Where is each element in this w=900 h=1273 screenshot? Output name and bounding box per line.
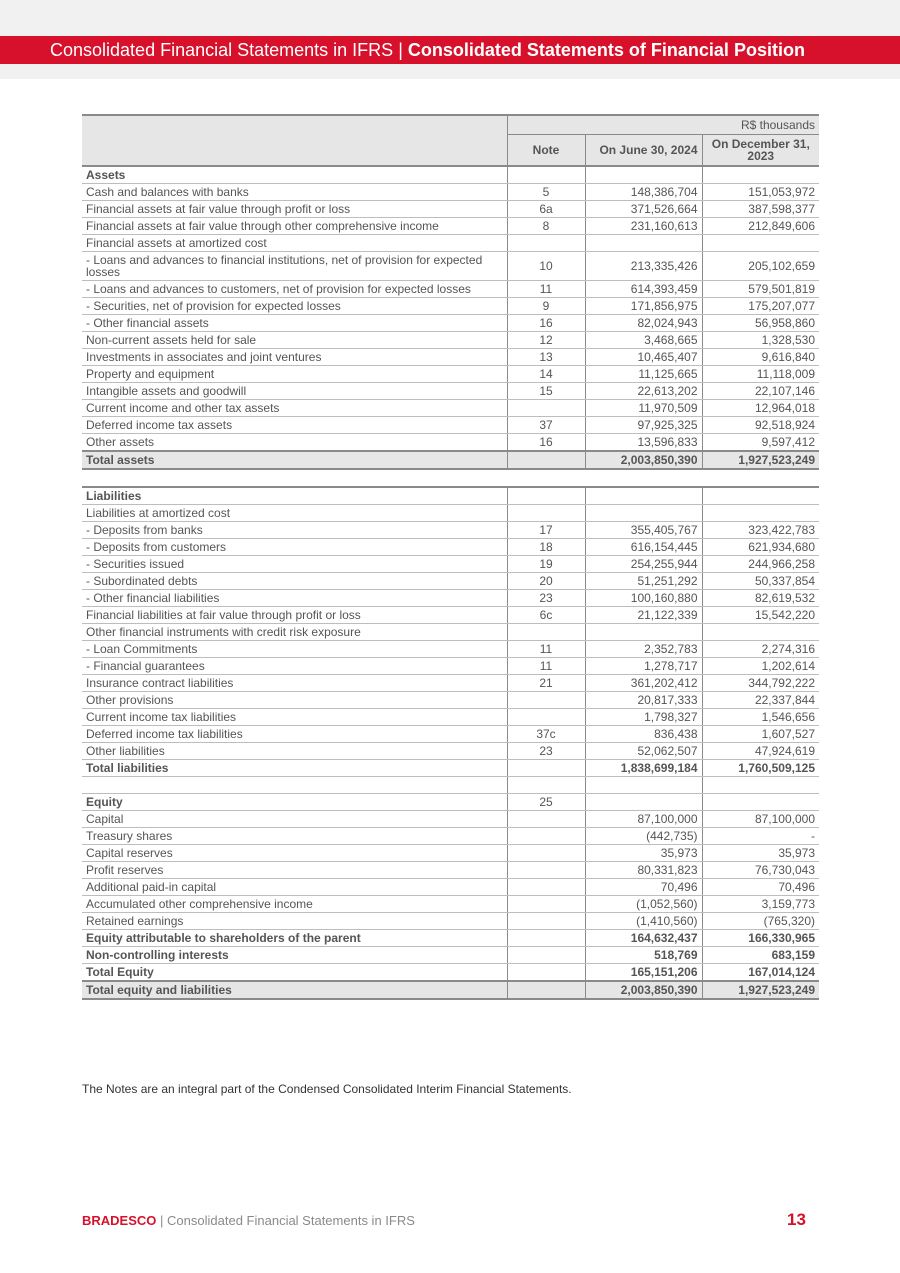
row-label: Total liabilities bbox=[82, 760, 507, 777]
financial-position-table bbox=[82, 114, 819, 1000]
row-note: 15 bbox=[507, 383, 585, 400]
row-value-june-2024: 148,386,704 bbox=[585, 184, 702, 201]
row-value-june-2024: 361,202,412 bbox=[585, 675, 702, 692]
row-value-june-2024: 2,003,850,390 bbox=[585, 981, 702, 999]
row-note bbox=[507, 981, 585, 999]
row-value-june-2024: 80,331,823 bbox=[585, 862, 702, 879]
table-row bbox=[82, 366, 819, 383]
row-note bbox=[507, 760, 585, 777]
total-liabilities-row bbox=[82, 760, 819, 777]
table-row bbox=[82, 845, 819, 862]
top-margin bbox=[0, 0, 900, 36]
row-value-june-2024: 164,632,437 bbox=[585, 930, 702, 947]
row-value-december-2023: 212,849,606 bbox=[702, 218, 819, 235]
row-value-december-2023 bbox=[702, 505, 819, 522]
header-separator: | bbox=[398, 40, 403, 60]
row-value-december-2023: 9,616,840 bbox=[702, 349, 819, 366]
table-row bbox=[82, 281, 819, 298]
section-spacer bbox=[82, 469, 819, 487]
row-value-june-2024: 171,856,975 bbox=[585, 298, 702, 315]
row-value-june-2024: 371,526,664 bbox=[585, 201, 702, 218]
row-value-december-2023: 175,207,077 bbox=[702, 298, 819, 315]
row-value-june-2024: (1,410,560) bbox=[585, 913, 702, 930]
column-header-note: Note bbox=[507, 135, 585, 167]
row-value-june-2024: 254,255,944 bbox=[585, 556, 702, 573]
row-note bbox=[507, 862, 585, 879]
row-note: 16 bbox=[507, 434, 585, 452]
row-value-december-2023: 22,107,146 bbox=[702, 383, 819, 400]
row-label: Other assets bbox=[82, 434, 507, 452]
row-value-june-2024: (1,052,560) bbox=[585, 896, 702, 913]
table-row bbox=[82, 573, 819, 590]
row-label: Non-current assets held for sale bbox=[82, 332, 507, 349]
row-note: 6a bbox=[507, 201, 585, 218]
row-value-june-2024: 231,160,613 bbox=[585, 218, 702, 235]
row-value-june-2024: 1,798,327 bbox=[585, 709, 702, 726]
table-row bbox=[82, 434, 819, 452]
table-row bbox=[82, 879, 819, 896]
table-row bbox=[82, 184, 819, 201]
row-note: 23 bbox=[507, 590, 585, 607]
row-value-december-2023: 166,330,965 bbox=[702, 930, 819, 947]
row-note: 11 bbox=[507, 658, 585, 675]
row-label: Financial assets at amortized cost bbox=[82, 235, 507, 252]
row-value-december-2023 bbox=[702, 624, 819, 641]
row-value-december-2023: 323,422,783 bbox=[702, 522, 819, 539]
table-header-row bbox=[82, 135, 819, 167]
row-note: 17 bbox=[507, 522, 585, 539]
row-label: Equity attributable to shareholders of the parent bbox=[82, 930, 507, 947]
table-row bbox=[82, 607, 819, 624]
row-value-june-2024 bbox=[585, 624, 702, 641]
page-number: 13 bbox=[787, 1210, 806, 1229]
table-row bbox=[82, 913, 819, 930]
row-note bbox=[507, 692, 585, 709]
row-label: Other provisions bbox=[82, 692, 507, 709]
table-row bbox=[82, 743, 819, 760]
row-value-december-2023: 205,102,659 bbox=[702, 252, 819, 281]
row-value-june-2024 bbox=[585, 505, 702, 522]
row-value-june-2024: 11,125,665 bbox=[585, 366, 702, 383]
table-row bbox=[82, 252, 819, 281]
row-value-december-2023: 12,964,018 bbox=[702, 400, 819, 417]
row-value-june-2024: 614,393,459 bbox=[585, 281, 702, 298]
table-row bbox=[82, 332, 819, 349]
row-value-june-2024: 21,122,339 bbox=[585, 607, 702, 624]
row-value-december-2023: 35,973 bbox=[702, 845, 819, 862]
row-value-december-2023: 387,598,377 bbox=[702, 201, 819, 218]
row-label: Accumulated other comprehensive income bbox=[82, 896, 507, 913]
row-label: Capital bbox=[82, 811, 507, 828]
row-label: Deferred income tax assets bbox=[82, 417, 507, 434]
row-label: Deferred income tax liabilities bbox=[82, 726, 507, 743]
row-label: Total Equity bbox=[82, 964, 507, 982]
row-value-june-2024: 2,003,850,390 bbox=[585, 451, 702, 469]
row-note: 37c bbox=[507, 726, 585, 743]
row-note bbox=[507, 400, 585, 417]
row-note: 5 bbox=[507, 184, 585, 201]
row-value-june-2024: 355,405,767 bbox=[585, 522, 702, 539]
row-value-june-2024: 97,925,325 bbox=[585, 417, 702, 434]
table-row bbox=[82, 349, 819, 366]
row-label: - Loans and advances to financial institutions, net of provision for expected losses bbox=[82, 252, 507, 281]
row-note bbox=[507, 811, 585, 828]
row-label: Intangible assets and goodwill bbox=[82, 383, 507, 400]
row-value-december-2023: 82,619,532 bbox=[702, 590, 819, 607]
table-row bbox=[82, 811, 819, 828]
row-label: Other financial instruments with credit risk exposure bbox=[82, 624, 507, 641]
row-value-december-2023: 151,053,972 bbox=[702, 184, 819, 201]
header-title: Consolidated Financial Statements in IFRS bbox=[50, 40, 394, 60]
row-value-june-2024: 10,465,407 bbox=[585, 349, 702, 366]
equity-total-row bbox=[82, 964, 819, 982]
table-row bbox=[82, 218, 819, 235]
row-value-june-2024: 11,970,509 bbox=[585, 400, 702, 417]
row-value-june-2024: 518,769 bbox=[585, 947, 702, 964]
row-note bbox=[507, 709, 585, 726]
liabilities-heading-row bbox=[82, 487, 819, 505]
row-label: Current income tax liabilities bbox=[82, 709, 507, 726]
footer-separator: | bbox=[160, 1213, 164, 1228]
row-value-december-2023: 344,792,222 bbox=[702, 675, 819, 692]
row-value-june-2024: 52,062,507 bbox=[585, 743, 702, 760]
row-value-december-2023: 50,337,854 bbox=[702, 573, 819, 590]
section-note: 25 bbox=[507, 794, 585, 811]
row-value-december-2023: 683,159 bbox=[702, 947, 819, 964]
footer-brand: BRADESCO bbox=[82, 1213, 157, 1228]
row-label: Property and equipment bbox=[82, 366, 507, 383]
row-note bbox=[507, 896, 585, 913]
row-label: Cash and balances with banks bbox=[82, 184, 507, 201]
column-header-june-2024: On June 30, 2024 bbox=[585, 135, 702, 167]
header-underband bbox=[0, 64, 900, 79]
row-note: 14 bbox=[507, 366, 585, 383]
row-label: Investments in associates and joint ventures bbox=[82, 349, 507, 366]
footnote: The Notes are an integral part of the Condensed Consolidated Interim Financial Statements. bbox=[82, 1082, 572, 1096]
row-note: 11 bbox=[507, 281, 585, 298]
row-note bbox=[507, 947, 585, 964]
table-row bbox=[82, 315, 819, 332]
row-note: 13 bbox=[507, 349, 585, 366]
row-label: Insurance contract liabilities bbox=[82, 675, 507, 692]
row-note: 19 bbox=[507, 556, 585, 573]
row-label: Retained earnings bbox=[82, 913, 507, 930]
row-note: 10 bbox=[507, 252, 585, 281]
table-row bbox=[82, 692, 819, 709]
row-value-june-2024: 213,335,426 bbox=[585, 252, 702, 281]
table-row bbox=[82, 828, 819, 845]
footer-text: Consolidated Financial Statements in IFRS bbox=[167, 1213, 415, 1228]
row-note: 6c bbox=[507, 607, 585, 624]
row-value-december-2023: 87,100,000 bbox=[702, 811, 819, 828]
row-value-december-2023: 1,927,523,249 bbox=[702, 451, 819, 469]
row-value-june-2024: 165,151,206 bbox=[585, 964, 702, 982]
total-equity-liabilities-row bbox=[82, 981, 819, 999]
row-value-june-2024: 35,973 bbox=[585, 845, 702, 862]
blank-row bbox=[82, 777, 819, 794]
row-label: Profit reserves bbox=[82, 862, 507, 879]
row-note: 18 bbox=[507, 539, 585, 556]
row-value-december-2023: 1,202,614 bbox=[702, 658, 819, 675]
table-row bbox=[82, 383, 819, 400]
row-label: - Securities issued bbox=[82, 556, 507, 573]
row-label: Total assets bbox=[82, 451, 507, 469]
table-row bbox=[82, 522, 819, 539]
row-value-december-2023: 167,014,124 bbox=[702, 964, 819, 982]
row-value-december-2023: - bbox=[702, 828, 819, 845]
row-label: - Financial guarantees bbox=[82, 658, 507, 675]
row-value-june-2024: 1,838,699,184 bbox=[585, 760, 702, 777]
row-note: 23 bbox=[507, 743, 585, 760]
row-note: 20 bbox=[507, 573, 585, 590]
table-row bbox=[82, 658, 819, 675]
table-row bbox=[82, 862, 819, 879]
row-value-december-2023: 2,274,316 bbox=[702, 641, 819, 658]
row-value-june-2024: (442,735) bbox=[585, 828, 702, 845]
total-assets-row bbox=[82, 451, 819, 469]
row-note bbox=[507, 624, 585, 641]
row-value-december-2023: 1,607,527 bbox=[702, 726, 819, 743]
table-row bbox=[82, 726, 819, 743]
table-row bbox=[82, 675, 819, 692]
row-value-december-2023: 1,927,523,249 bbox=[702, 981, 819, 999]
row-label: Liabilities at amortized cost bbox=[82, 505, 507, 522]
header-banner bbox=[0, 36, 900, 64]
row-value-june-2024: 22,613,202 bbox=[585, 383, 702, 400]
row-value-june-2024 bbox=[585, 235, 702, 252]
table-row bbox=[82, 556, 819, 573]
row-label: - Other financial liabilities bbox=[82, 590, 507, 607]
table-row bbox=[82, 896, 819, 913]
table-row bbox=[82, 505, 819, 522]
page-footer bbox=[82, 1213, 415, 1228]
table-row bbox=[82, 298, 819, 315]
table-header-unit-row bbox=[82, 115, 819, 135]
row-value-december-2023 bbox=[702, 235, 819, 252]
row-note bbox=[507, 235, 585, 252]
row-note: 9 bbox=[507, 298, 585, 315]
row-note: 11 bbox=[507, 641, 585, 658]
row-note bbox=[507, 913, 585, 930]
row-value-december-2023: 47,924,619 bbox=[702, 743, 819, 760]
row-label: Total equity and liabilities bbox=[82, 981, 507, 999]
row-value-june-2024: 51,251,292 bbox=[585, 573, 702, 590]
row-label: - Deposits from customers bbox=[82, 539, 507, 556]
row-value-june-2024: 87,100,000 bbox=[585, 811, 702, 828]
row-value-june-2024: 2,352,783 bbox=[585, 641, 702, 658]
row-note bbox=[507, 845, 585, 862]
row-note: 16 bbox=[507, 315, 585, 332]
row-value-december-2023: 56,958,860 bbox=[702, 315, 819, 332]
row-value-june-2024: 70,496 bbox=[585, 879, 702, 896]
row-note bbox=[507, 828, 585, 845]
row-note: 12 bbox=[507, 332, 585, 349]
row-note bbox=[507, 505, 585, 522]
row-value-december-2023: 1,760,509,125 bbox=[702, 760, 819, 777]
row-label: - Deposits from banks bbox=[82, 522, 507, 539]
equity-total-row bbox=[82, 947, 819, 964]
row-note bbox=[507, 930, 585, 947]
table-row bbox=[82, 590, 819, 607]
row-value-december-2023: 11,118,009 bbox=[702, 366, 819, 383]
row-label: Other liabilities bbox=[82, 743, 507, 760]
row-value-december-2023: 244,966,258 bbox=[702, 556, 819, 573]
row-value-december-2023: 22,337,844 bbox=[702, 692, 819, 709]
row-note bbox=[507, 964, 585, 982]
row-value-june-2024: 20,817,333 bbox=[585, 692, 702, 709]
table-row bbox=[82, 417, 819, 434]
table-row bbox=[82, 539, 819, 556]
table-row bbox=[82, 400, 819, 417]
row-label: Financial liabilities at fair value through profit or loss bbox=[82, 607, 507, 624]
table-row bbox=[82, 624, 819, 641]
row-label: - Loan Commitments bbox=[82, 641, 507, 658]
row-value-june-2024: 1,278,717 bbox=[585, 658, 702, 675]
row-label: Additional paid-in capital bbox=[82, 879, 507, 896]
row-note: 37 bbox=[507, 417, 585, 434]
row-label: - Loans and advances to customers, net of provision for expected losses bbox=[82, 281, 507, 298]
row-note bbox=[507, 451, 585, 469]
row-note: 21 bbox=[507, 675, 585, 692]
row-value-december-2023: 621,934,680 bbox=[702, 539, 819, 556]
row-value-december-2023: 70,496 bbox=[702, 879, 819, 896]
row-label: Financial assets at fair value through other comprehensive income bbox=[82, 218, 507, 235]
row-note: 8 bbox=[507, 218, 585, 235]
row-value-december-2023: 15,542,220 bbox=[702, 607, 819, 624]
equity-heading-row bbox=[82, 794, 819, 811]
header-subtitle: Consolidated Statements of Financial Position bbox=[407, 40, 805, 60]
row-value-december-2023: 3,159,773 bbox=[702, 896, 819, 913]
row-value-december-2023: 1,546,656 bbox=[702, 709, 819, 726]
row-value-june-2024: 82,024,943 bbox=[585, 315, 702, 332]
row-label: - Subordinated debts bbox=[82, 573, 507, 590]
row-value-june-2024: 13,596,833 bbox=[585, 434, 702, 452]
row-value-june-2024: 100,160,880 bbox=[585, 590, 702, 607]
row-value-december-2023: 579,501,819 bbox=[702, 281, 819, 298]
row-label: - Securities, net of provision for expected losses bbox=[82, 298, 507, 315]
table-row bbox=[82, 201, 819, 218]
unit-caption: R$ thousands bbox=[507, 115, 819, 135]
row-label: Current income and other tax assets bbox=[82, 400, 507, 417]
row-note bbox=[507, 879, 585, 896]
section-heading: Assets bbox=[82, 166, 507, 184]
equity-total-row bbox=[82, 930, 819, 947]
row-value-december-2023: 92,518,924 bbox=[702, 417, 819, 434]
row-value-december-2023: (765,320) bbox=[702, 913, 819, 930]
row-value-december-2023: 1,328,530 bbox=[702, 332, 819, 349]
row-label: Treasury shares bbox=[82, 828, 507, 845]
row-label: Financial assets at fair value through profit or loss bbox=[82, 201, 507, 218]
row-value-december-2023: 9,597,412 bbox=[702, 434, 819, 452]
column-header-december-2023: On December 31, 2023 bbox=[702, 135, 819, 167]
row-label: Non-controlling interests bbox=[82, 947, 507, 964]
table-row bbox=[82, 235, 819, 252]
section-heading: Equity bbox=[82, 794, 507, 811]
row-value-december-2023: 76,730,043 bbox=[702, 862, 819, 879]
table-row bbox=[82, 709, 819, 726]
row-label: Capital reserves bbox=[82, 845, 507, 862]
row-label: - Other financial assets bbox=[82, 315, 507, 332]
row-value-june-2024: 3,468,665 bbox=[585, 332, 702, 349]
row-value-june-2024: 616,154,445 bbox=[585, 539, 702, 556]
assets-heading-row bbox=[82, 166, 819, 184]
table-row bbox=[82, 641, 819, 658]
section-heading: Liabilities bbox=[82, 487, 507, 505]
row-value-june-2024: 836,438 bbox=[585, 726, 702, 743]
